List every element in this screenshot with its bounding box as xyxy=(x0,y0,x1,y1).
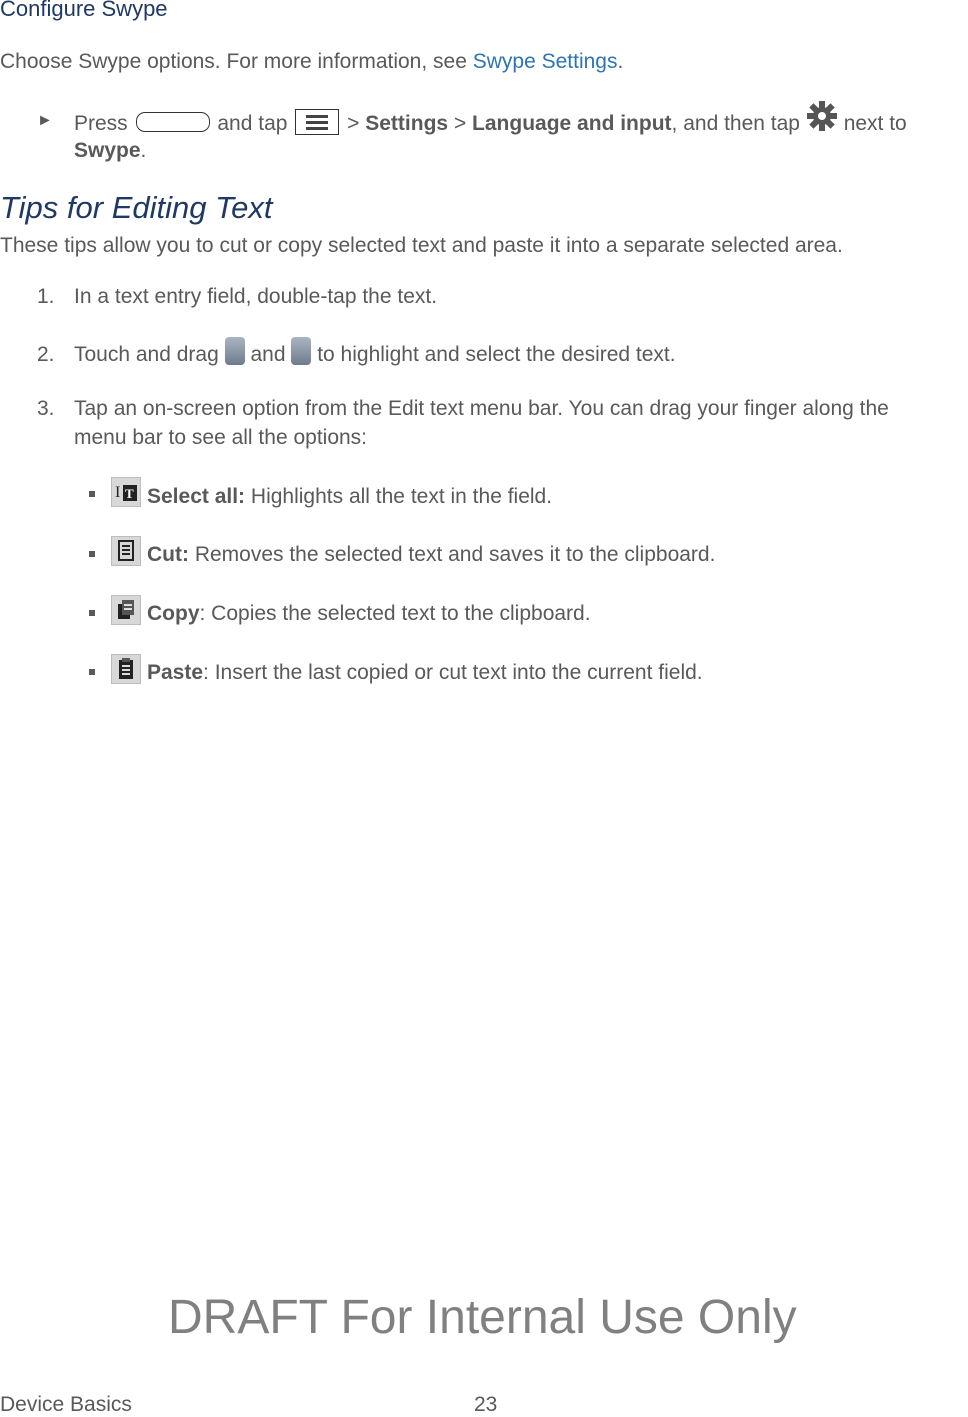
instruction-arrow: ► xyxy=(37,112,53,129)
draft-watermark: DRAFT For Internal Use Only xyxy=(168,1291,797,1344)
and-tap-text: and tap xyxy=(217,112,288,136)
tips-intro: These tips allow you to cut or copy selected text and paste it into a separate selected area. xyxy=(0,234,843,257)
bullet-1 xyxy=(89,491,95,497)
cut-icon xyxy=(111,536,141,566)
swype-label: Swype xyxy=(74,139,141,162)
step-3-number: 3. xyxy=(37,397,55,420)
right-handle-icon xyxy=(291,337,311,365)
instruction-line-2: Swype. xyxy=(74,139,147,162)
copy-icon xyxy=(111,595,141,625)
footer-section-name: Device Basics xyxy=(0,1393,132,1416)
then-tap-text: , and then tap xyxy=(671,112,800,136)
bullet-2 xyxy=(89,551,95,557)
select-all-icon xyxy=(111,477,141,507)
step-1-number: 1. xyxy=(37,285,55,308)
option-copy: Copy: Copies the selected text to the clipboard. xyxy=(147,602,591,625)
next-to-text: next to xyxy=(843,112,907,136)
swype-settings-link[interactable]: Swype Settings xyxy=(472,50,618,73)
footer-page-number: 23 xyxy=(474,1393,498,1416)
press-text: Press xyxy=(74,112,128,136)
intro-end: . xyxy=(617,50,624,73)
option-paste: Paste: Insert the last copied or cut text into the current field. xyxy=(147,661,703,684)
step-3-line-1: Tap an on-screen option from the Edit text menu bar. You can drag your finger along the xyxy=(74,397,889,420)
svg-text:I: I xyxy=(115,484,121,501)
language-input-label: Language and input xyxy=(472,112,672,136)
paste-icon xyxy=(111,654,141,684)
option-select-all: Select all: Highlights all the text in the field. xyxy=(147,485,553,508)
gear-icon xyxy=(806,100,838,141)
bullet-4 xyxy=(89,669,95,675)
step-1-text: In a text entry field, double-tap the text. xyxy=(74,285,438,308)
bullet-3 xyxy=(89,610,95,616)
intro-paragraph xyxy=(0,47,623,77)
tips-heading: Tips for Editing Text xyxy=(0,190,273,225)
section-heading: Configure Swype xyxy=(0,0,168,21)
intro-text: Choose Swype options. For more information, see xyxy=(0,50,473,73)
instruction-line-1 xyxy=(74,104,907,145)
home-key-icon xyxy=(136,112,210,132)
svg-text:T: T xyxy=(125,486,134,501)
step-2-text: Touch and drag and to highlight and select the desired text. xyxy=(74,340,676,370)
left-handle-icon xyxy=(225,337,245,365)
option-cut: Cut: Removes the selected text and saves it to the clipboard. xyxy=(147,543,716,566)
settings-label: Settings xyxy=(365,112,449,136)
gt-1: > xyxy=(347,112,360,136)
menu-key-icon xyxy=(295,109,339,135)
step-2-number: 2. xyxy=(37,343,55,366)
gt-2: > xyxy=(453,112,467,136)
step-3-line-2: menu bar to see all the options: xyxy=(74,426,368,449)
